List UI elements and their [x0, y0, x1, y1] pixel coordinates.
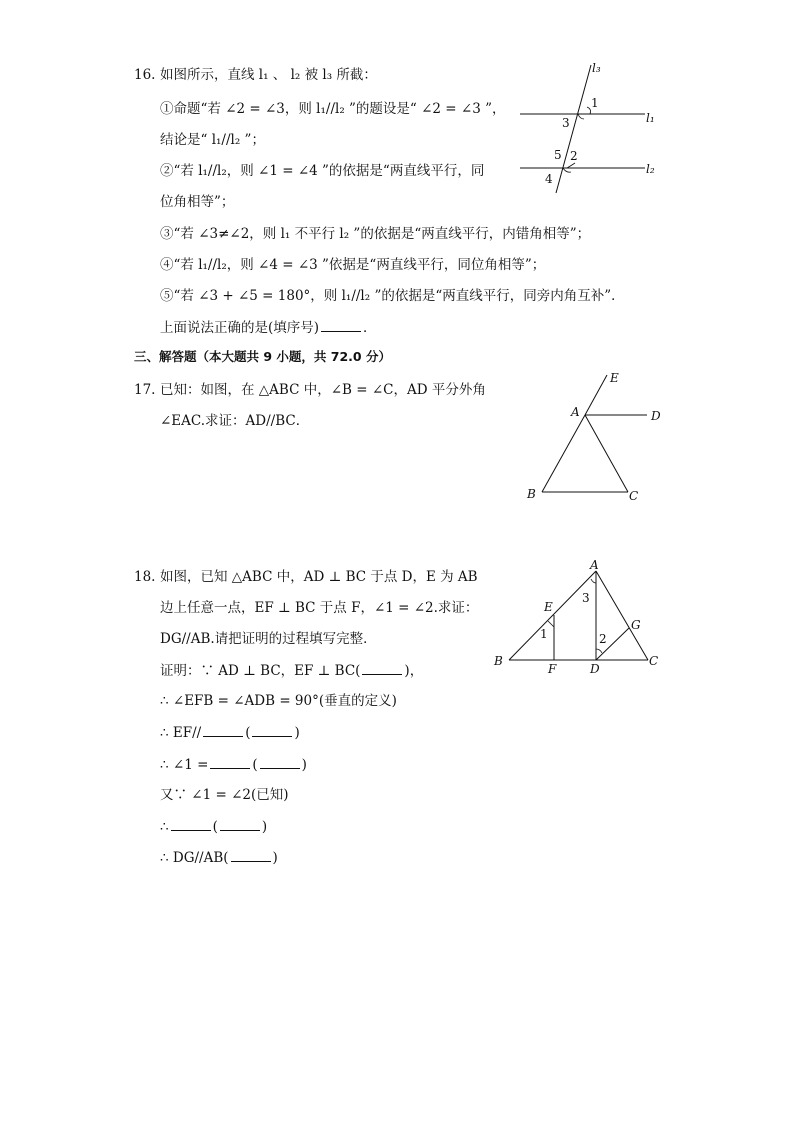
label-l2: l₂ — [646, 162, 655, 176]
proof-blank-7[interactable] — [220, 817, 260, 831]
proof-step-6-close: ) — [261, 819, 268, 835]
q16-statement-5: ⑤“若 ∠3 + ∠5 = 180°，则 l₁//l₂ ”的依据是“两直线平行，同旁内角互补”． — [160, 288, 625, 304]
section-3-header: 三、解答题（本大题共 9 小题，共 72.0 分） — [134, 349, 391, 364]
proof-step-7-text: ∴ DG//AB( — [160, 850, 229, 866]
q16-stem: 如图所示，直线 l₁ 、 l₂ 被 l₃ 所截： — [160, 67, 377, 83]
label-angle-3: 3 — [562, 116, 570, 130]
q18-number: 18. — [134, 569, 156, 585]
proof-step-3-open: ( — [245, 725, 251, 741]
proof-step-2: ∴ ∠EFB = ∠ADB = 90°(垂直的定义) — [160, 693, 397, 709]
angle-arc-4 — [563, 168, 571, 172]
proof-step-6-text: ∴ — [160, 819, 169, 835]
q16-figure — [510, 55, 670, 195]
q16-answer-blank[interactable] — [321, 318, 361, 332]
proof-blank-1[interactable] — [362, 661, 402, 675]
label-angle-1: 1 — [591, 96, 599, 110]
label-E: E — [610, 371, 619, 385]
proof-step-3-close: ) — [294, 725, 300, 741]
q16-number: 16. — [134, 67, 156, 83]
q16-ask: 上面说法正确的是(填序号) — [160, 320, 320, 336]
label-angle-3: 3 — [582, 591, 590, 605]
proof-step-4-open: ( — [252, 757, 258, 773]
proof-step-3-text: ∴ EF// — [160, 725, 202, 741]
proof-blank-4[interactable] — [210, 755, 250, 769]
angle-arc-3 — [578, 114, 584, 119]
label-C: C — [649, 654, 659, 668]
q17-figure — [515, 365, 675, 510]
q16-statement-2a: ②“若 l₁//l₂，则 ∠1 = ∠4 ”的依据是“两直线平行，同 — [160, 163, 485, 179]
q16-statement-1a: ①命题“若 ∠2 = ∠3，则 l₁//l₂ ”的题设是“ ∠2 = ∠3 ”， — [160, 101, 506, 117]
proof-step-1-end: )， — [404, 663, 424, 679]
label-l3: l₃ — [592, 61, 601, 75]
proof-step-7-close: ) — [272, 850, 278, 866]
q18-line-3: DG//AB.请把证明的过程填写完整． — [160, 631, 377, 647]
proof-step-1 — [160, 661, 423, 680]
proof-step-6 — [160, 817, 267, 836]
proof-step-6-open: ( — [212, 819, 218, 835]
label-F: F — [548, 662, 557, 676]
label-A: A — [571, 405, 580, 419]
proof-step-1-text: 证明：∵ AD ⊥ BC，EF ⊥ BC( — [160, 663, 361, 679]
proof-step-7 — [160, 848, 278, 867]
angle-arc-2 — [567, 163, 575, 168]
proof-step-4-close: ) — [301, 757, 307, 773]
ray-AE — [585, 375, 607, 415]
q17-line-2: ∠EAC.求证：AD//BC． — [160, 413, 310, 429]
q16-answer-line — [160, 318, 377, 337]
proof-step-4-text: ∴ ∠1 = — [160, 757, 209, 773]
label-D: D — [651, 409, 661, 423]
label-C: C — [629, 489, 639, 503]
label-angle-4: 4 — [545, 172, 553, 186]
q16-statement-1b: 结论是“ l₁//l₂ ”； — [160, 132, 265, 148]
q16-ask-end: ． — [363, 320, 377, 336]
label-angle-2: 2 — [599, 632, 607, 646]
q17-line-1: 已知：如图，在 △ABC 中，∠B = ∠C，AD 平分外角 — [160, 382, 486, 398]
angle-arc-2 — [596, 649, 602, 653]
label-angle-5: 5 — [554, 148, 562, 162]
label-D: D — [590, 662, 600, 676]
label-angle-1: 1 — [540, 627, 548, 641]
label-angle-2: 2 — [570, 149, 578, 163]
proof-step-4 — [160, 755, 307, 774]
q16-statement-2b: 位角相等”； — [160, 194, 235, 210]
proof-blank-3[interactable] — [252, 723, 292, 737]
angle-arc-3 — [591, 579, 596, 583]
label-B: B — [494, 654, 503, 668]
angle-arc-1 — [548, 621, 554, 627]
label-G: G — [631, 618, 641, 632]
q18-figure — [490, 555, 670, 680]
proof-step-3 — [160, 723, 300, 742]
proof-blank-6[interactable] — [171, 817, 211, 831]
label-A: A — [590, 558, 599, 572]
q18-line-2: 边上任意一点，EF ⊥ BC 于点 F，∠1 = ∠2.求证： — [160, 600, 479, 616]
segment-AB — [542, 415, 585, 492]
q17-number: 17. — [134, 382, 156, 398]
proof-blank-8[interactable] — [231, 848, 271, 862]
q16-statement-3: ③“若 ∠3≠∠2，则 l₁ 不平行 l₂ ”的依据是“两直线平行，内错角相等”； — [160, 226, 591, 242]
segment-AC — [585, 415, 628, 492]
label-E: E — [544, 600, 553, 614]
q16-statement-4: ④“若 l₁//l₂，则 ∠4 = ∠3 ”依据是“两直线平行，同位角相等”； — [160, 257, 546, 273]
q18-line-1: 如图，已知 △ABC 中，AD ⊥ BC 于点 D，E 为 AB — [160, 569, 478, 585]
proof-blank-2[interactable] — [203, 723, 243, 737]
segment-AB — [509, 571, 596, 660]
proof-blank-5[interactable] — [260, 755, 300, 769]
label-l1: l₁ — [646, 111, 655, 125]
segment-AC — [596, 571, 648, 660]
label-B: B — [527, 487, 536, 501]
proof-step-5: 又∵ ∠1 = ∠2(已知) — [160, 787, 289, 803]
